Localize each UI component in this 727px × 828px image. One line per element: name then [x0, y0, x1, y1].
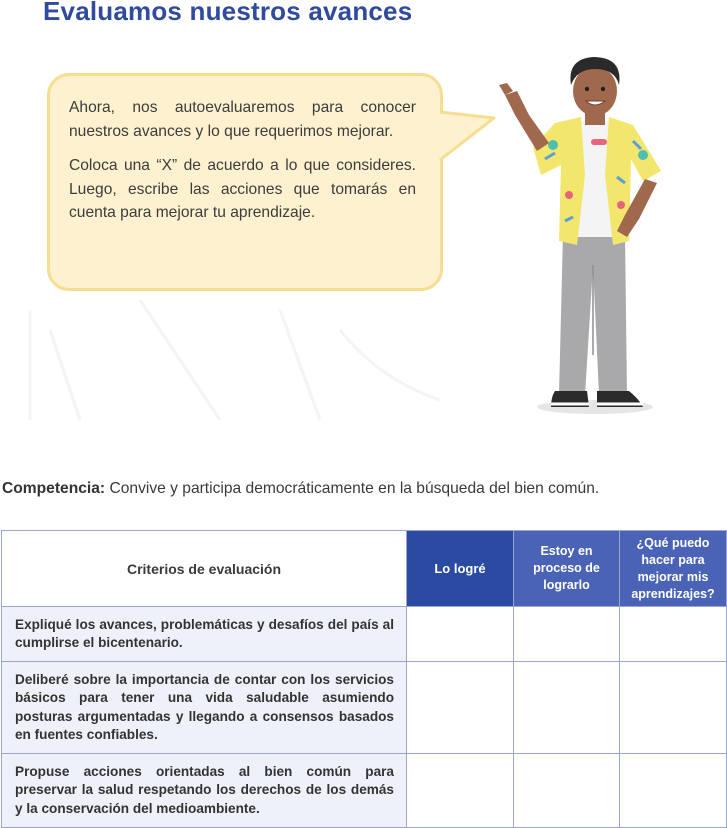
competencia-text: Convive y participa democráticamente en la búsqueda del bien común. [109, 480, 600, 497]
table-header-row [2, 531, 727, 607]
cell-acciones-1[interactable] [620, 607, 727, 662]
student-pointing-illustration [493, 55, 693, 415]
speech-bubble [47, 73, 443, 291]
header-en-proceso: Estoy en proceso de lograrlo [514, 531, 620, 607]
cell-en-proceso-3[interactable] [514, 754, 620, 828]
criterion-3: Propuse acciones orientadas al bien común para preservar la salud respetando los derechos de los demás y la conservación del medioambiente. [2, 754, 407, 828]
table-row [2, 662, 727, 754]
table-row [2, 607, 727, 662]
criterion-2: Deliberé sobre la importancia de contar con los servicios básicos para tener una vida saludable asumiendo posturas argumentadas y llegando a consensos basados en fuentes confiables. [2, 662, 407, 754]
bubble-paragraph-2: Coloca una “X” de acuerdo a lo que consideres. Luego, escribe las acciones que tomarás en cuenta para mejorar tu aprendizaje. [69, 157, 416, 221]
cell-lo-logre-3[interactable] [407, 754, 514, 828]
bubble-paragraph-1: Ahora, nos autoevaluaremos para conocer nuestros avances y lo que requerimos mejorar. [69, 99, 416, 140]
header-que-puedo-hacer: ¿Qué puedo hacer para mejorar mis aprendizajes? [620, 531, 727, 607]
speech-bubble-tail [438, 100, 498, 170]
faint-background-sketch [20, 270, 460, 430]
header-lo-logre: Lo logré [407, 531, 514, 607]
evaluation-table [1, 530, 727, 828]
page-title: Evaluamos nuestros avances [43, 0, 413, 26]
table-row [2, 754, 727, 828]
criterion-1: Expliqué los avances, problemáticas y desafíos del país al cumplirse el bicentenario. [2, 607, 407, 662]
cell-lo-logre-2[interactable] [407, 662, 514, 754]
competencia-label: Competencia: [2, 480, 106, 497]
competencia-line [2, 480, 599, 498]
header-criterios: Criterios de evaluación [2, 531, 407, 607]
cell-en-proceso-1[interactable] [514, 607, 620, 662]
cell-acciones-3[interactable] [620, 754, 727, 828]
cell-acciones-2[interactable] [620, 662, 727, 754]
cell-en-proceso-2[interactable] [514, 662, 620, 754]
cell-lo-logre-1[interactable] [407, 607, 514, 662]
